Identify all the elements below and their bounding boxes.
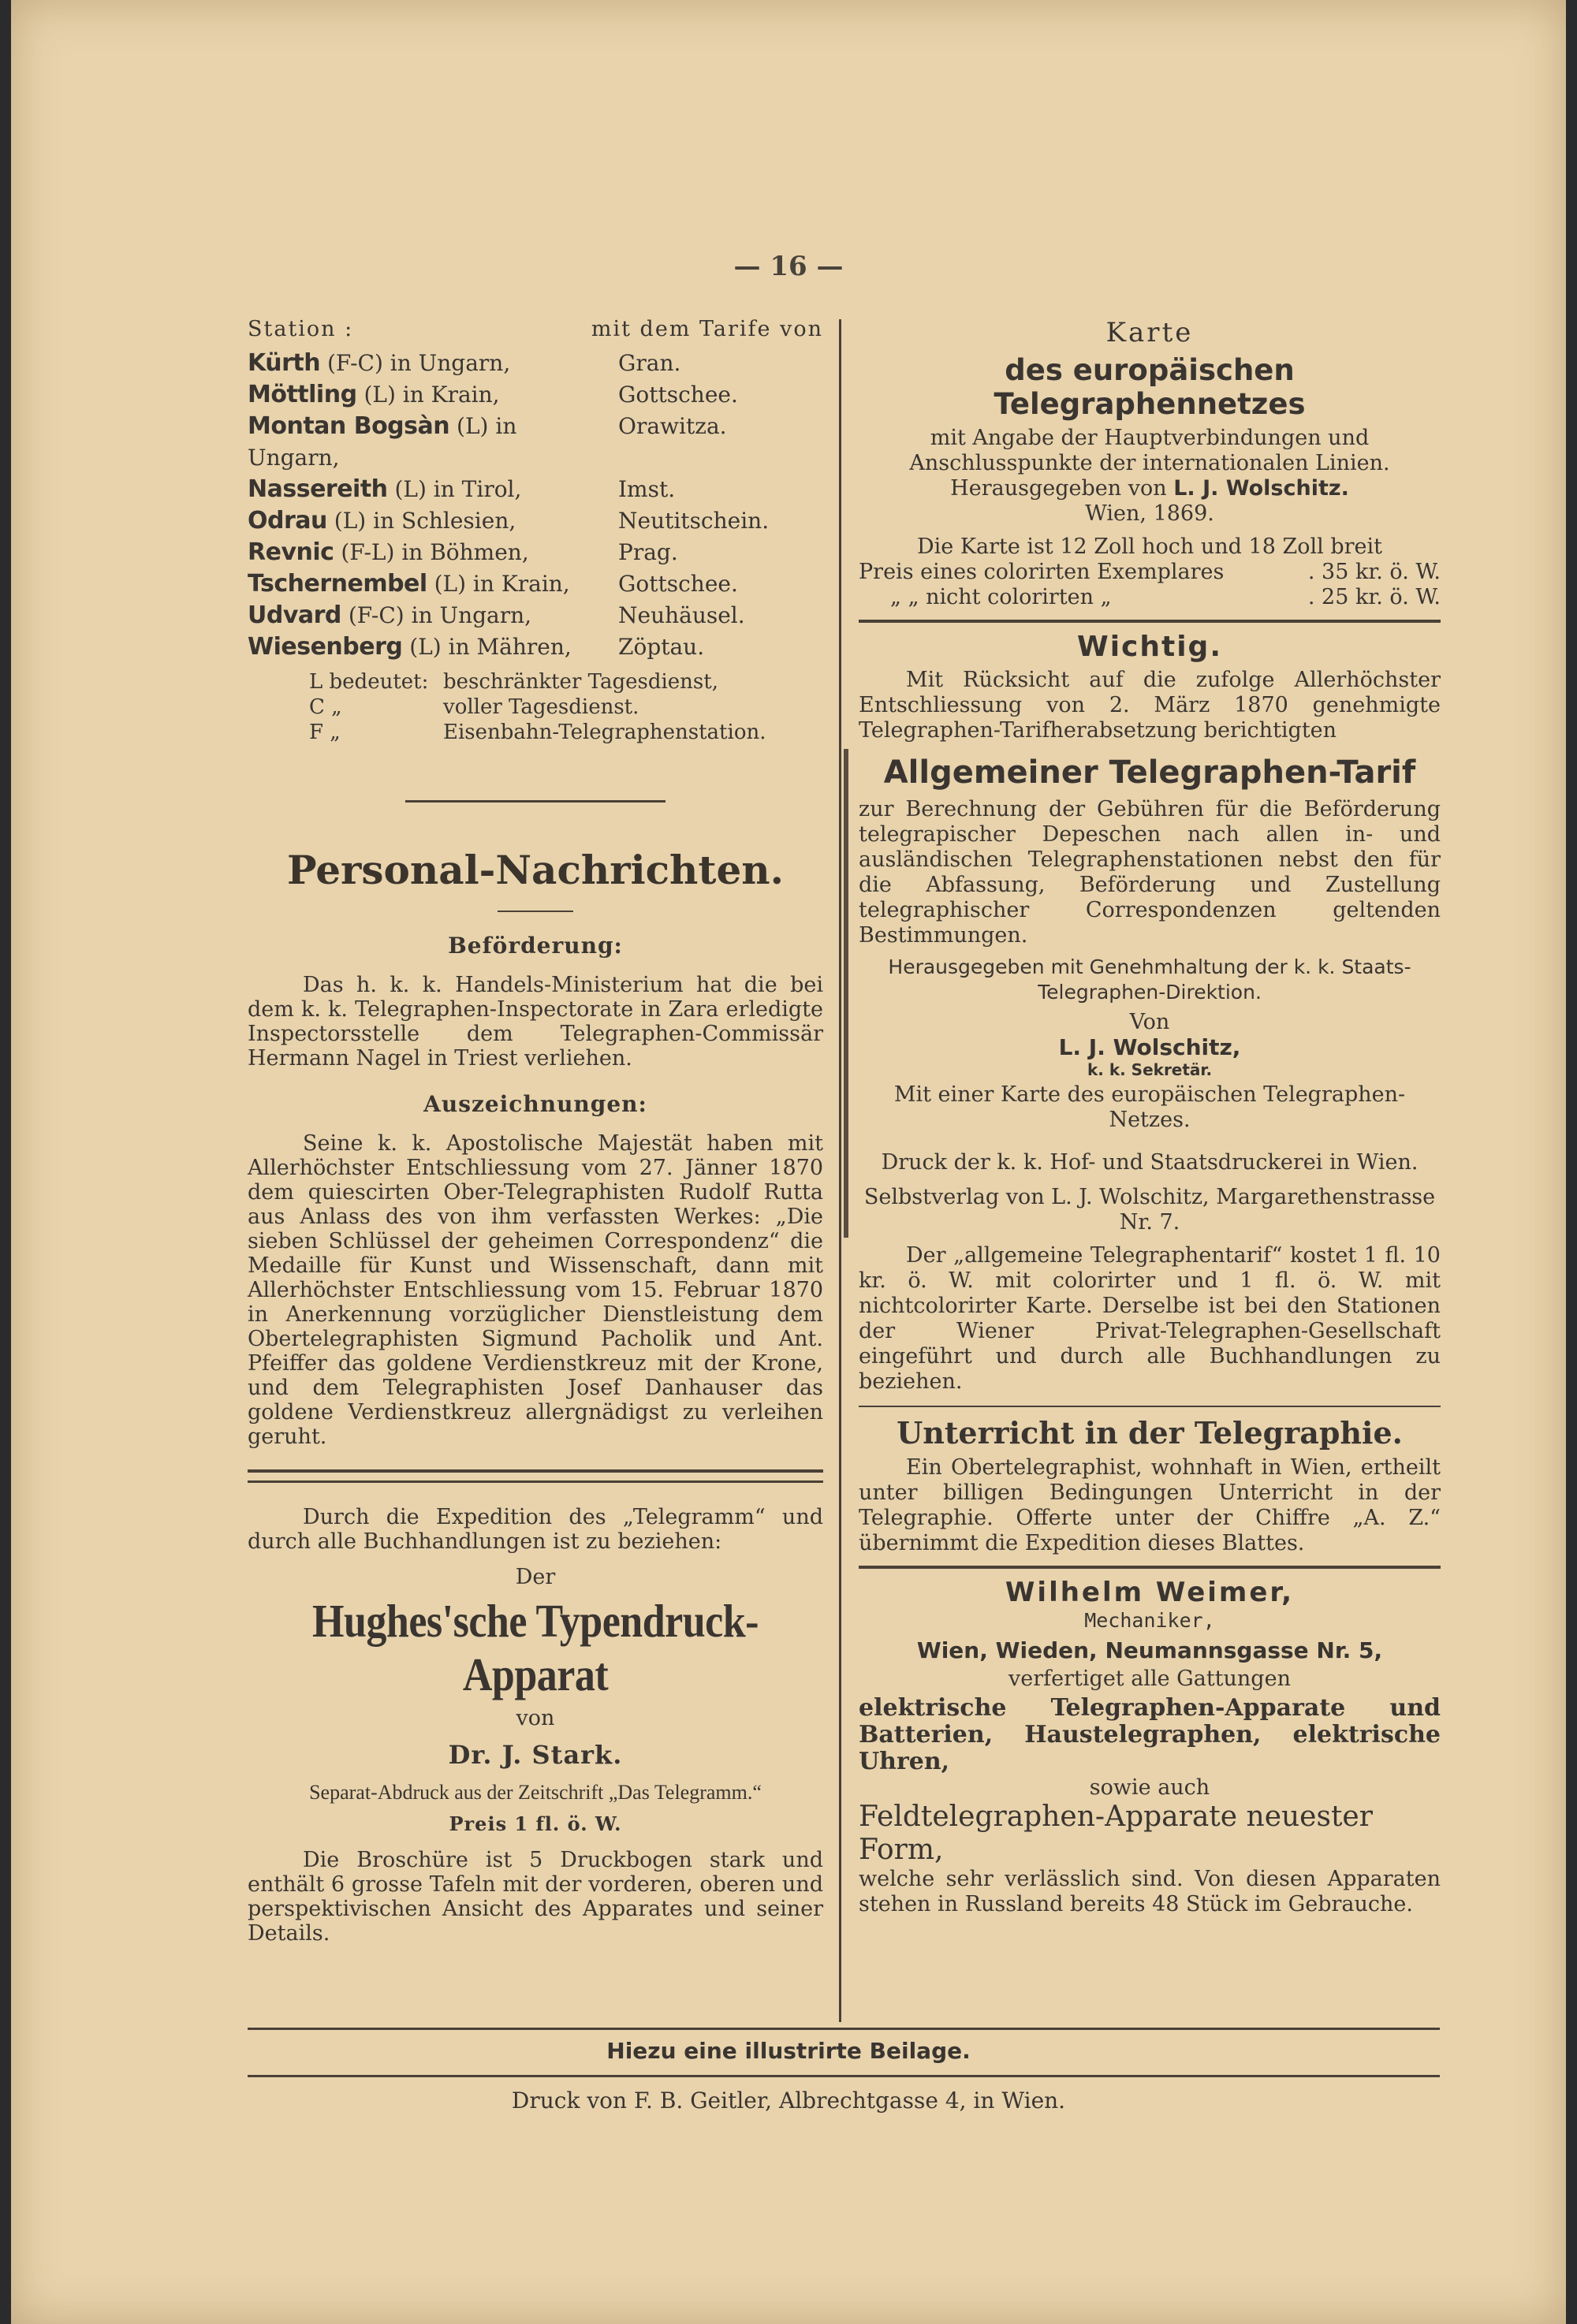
printer-footer: Druck von F. B. Geitler, Albrechtgasse 4, in Wien. — [511, 2088, 1066, 2114]
station-tariff: Zöptau. — [618, 634, 705, 660]
station-legend — [309, 669, 823, 745]
karte-size: Die Karte ist 12 Zoll hoch und 18 Zoll breit — [916, 534, 1382, 559]
wichtig-heading: Wichtig. — [1076, 631, 1222, 663]
station-list — [248, 348, 823, 663]
station-name: Odrau — [248, 507, 327, 534]
station-header — [248, 317, 823, 341]
station-row — [248, 505, 823, 537]
station-detail: (L) in Schlesien, — [334, 508, 516, 534]
separat-note: Separat-Abdruck aus der Zeitschrift „Das Telegramm.“ — [309, 1781, 762, 1804]
station-row — [248, 348, 823, 379]
publisher-name: L. J. Wolschitz. — [1173, 476, 1349, 501]
preis-label: Preis 1 fl. ö. W. — [449, 1812, 622, 1835]
station-tariff: Orawitza. — [618, 413, 727, 439]
genehmhaltung-text: Herausgegeben mit Genehmhaltung der k. k. Staats-Telegraphen-Direktion. — [888, 955, 1411, 1004]
wichtig-text: Mit Rücksicht auf die zufolge Allerhöchster Entschliessung von 2. März 1870 genehmigte Telegraphen-Tarifherabsetzung berichtigten — [859, 668, 1441, 743]
author-title: k. k. Sekretär. — [1087, 1060, 1213, 1079]
double-divider — [248, 1469, 823, 1483]
karte-description: mit Angabe der Hauptverbindungen und Anschlusspunkte der internationalen Linien. — [909, 426, 1390, 475]
station-row — [248, 631, 823, 663]
column-divider-heavy — [844, 749, 848, 1238]
footer-rule-bottom — [248, 2075, 1440, 2077]
befoerderung-text: Das h. k. k. Handels-Ministerium hat die bei dem k. k. Telegraphen-Inspectorate in Zara erledigte Inspectorsstelle dem Telegraphen-Commissär Hermann Nagel in Triest verliehen. — [248, 973, 823, 1071]
author-stark: Dr. J. Stark. — [448, 1740, 623, 1770]
price-row — [859, 560, 1441, 585]
hughes-title: Hughes'sche Typendruck-Apparat — [312, 1596, 759, 1701]
newspaper-page — [11, 0, 1566, 2324]
station-detail: (L) in Krain, — [434, 571, 570, 597]
station-name: Revnic — [248, 538, 334, 566]
legend-row — [309, 695, 823, 720]
right-column — [859, 317, 1441, 1917]
weimer-address: Wien, Wieden, Neumannsgasse Nr. 5, — [916, 1637, 1383, 1663]
price-label: Preis eines colorirten Exemplares — [859, 560, 1225, 584]
left-column — [248, 317, 823, 1946]
price-value: . 25 kr. ö. W. — [1307, 585, 1441, 609]
befoerderung-heading: Beförderung: — [448, 933, 623, 959]
station-name: Kürth — [248, 349, 321, 377]
von-label: von — [516, 1706, 555, 1730]
der-label: Der — [515, 1565, 556, 1589]
station-row — [248, 411, 823, 474]
legend-key: C „ — [309, 695, 342, 719]
station-detail: (F-L) in Böhmen, — [341, 539, 529, 565]
station-detail: (F-C) in Ungarn, — [326, 350, 511, 376]
legend-row — [309, 720, 823, 745]
station-tariff: Gottschee. — [618, 382, 738, 408]
verfertiget-text: verfertiget alle Gattungen — [1008, 1667, 1291, 1691]
elektrische-text: elektrische Telegraphen-Apparate und Batterien, Haustelegraphen, elektrische Uhren, — [859, 1694, 1441, 1775]
price-label: „ „ nicht colorirten „ — [890, 585, 1112, 609]
station-row — [248, 379, 823, 411]
auszeichnungen-text: Seine k. k. Apostolische Majestät haben mit Allerhöchster Entschliessung vom 27. Jänner 1870 dem quiescirten Ober-Telegraphisten Rudolf Rutta aus Anlass des von ihm verfassten Werkes: „Die sieben Schlüssel der geheimen Correspondenz“ die Medaille für Kunst und Wissenschaft, dann mit Allerhöchster Entschliessung vom 15. Februar 1870 in Anerkennung vorzüglicher Dienstleistung dem Obertelegraphisten Sigmund Pacholik und Ant. Pfeiffer das goldene Verdienstkreuz mit der Krone, und dem Telegraphisten Josef Danhauser das goldene Verdienstkreuz allergnädigst zu verleihen geruht. — [248, 1131, 823, 1449]
mit-karte-text: Mit einer Karte des europäischen Telegraphen-Netzes. — [893, 1082, 1406, 1132]
legend-value: beschränkter Tagesdienst, — [443, 670, 718, 694]
station-name: Wiesenberg — [248, 633, 403, 661]
price-row — [859, 585, 1441, 610]
station-header-label: Station : — [248, 317, 354, 341]
station-tariff: Imst. — [618, 476, 676, 502]
auszeichnungen-heading: Auszeichnungen: — [423, 1091, 647, 1117]
station-detail: (L) in Ungarn, — [248, 413, 517, 471]
verlaesslich-text: welche sehr verlässlich sind. Von diesen Apparaten stehen in Russland bereits 48 Stück im Gebrauche. — [859, 1867, 1441, 1916]
station-row — [248, 600, 823, 631]
footer-rule-top — [248, 2028, 1440, 2030]
personal-heading: Personal-Nachrichten. — [286, 847, 785, 893]
station-tariff: Neuhäusel. — [618, 602, 745, 628]
section-divider — [859, 1566, 1441, 1569]
legend-value: voller Tagesdienst. — [443, 695, 639, 719]
station-name: Tschernembel — [248, 570, 427, 598]
beilage-note: Hiezu eine illustrirte Beilage. — [606, 2038, 971, 2064]
station-tariff: Gran. — [618, 350, 681, 376]
station-tariff: Neutitschein. — [618, 508, 770, 534]
druck-text: Druck der k. k. Hof- und Staatsdruckerei in Wien. — [881, 1150, 1419, 1175]
selbstverlag-text: Selbstverlag von L. J. Wolschitz, Margarethenstrasse Nr. 7. — [863, 1185, 1436, 1235]
station-name: Nassereith — [248, 475, 388, 503]
section-divider — [859, 620, 1441, 623]
station-tariff: Gottschee. — [618, 571, 738, 597]
station-name: Montan Bogsàn — [248, 412, 450, 440]
karte-publisher — [859, 476, 1441, 501]
legend-value: Eisenbahn-Telegraphenstation. — [443, 721, 766, 744]
section-divider — [859, 1406, 1441, 1407]
station-tariff: Prag. — [618, 539, 678, 565]
karte-year: Wien, 1869. — [1085, 501, 1214, 526]
section-divider — [405, 800, 665, 803]
station-detail: (L) in Tirol, — [394, 476, 522, 502]
weimer-name: Wilhelm Weimer, — [1005, 1577, 1295, 1608]
feldtelegraphen-text: Feldtelegraphen-Apparate neuester Form, — [859, 1801, 1373, 1866]
legend-row — [309, 669, 823, 695]
page-number: — 16 — — [733, 251, 844, 282]
price-value: . 35 kr. ö. W. — [1307, 560, 1441, 584]
column-divider — [839, 319, 841, 2022]
karte-subtitle: des europäischen Telegraphennetzes — [994, 353, 1306, 421]
unterricht-heading: Unterricht in der Telegraphie. — [897, 1415, 1403, 1451]
tarif-text: zur Berechnung der Gebühren für die Beförderung telegrapischer Depeschen nach allen in- und ausländischen Telegraphenstationen nebst den für die Abfassung, Beförderung und Zustellung telegraphischer Correspondenzen geltenden Bestimmungen. — [859, 797, 1441, 948]
unterricht-text: Ein Obertelegraphist, wohnhaft in Wien, ertheilt unter billigen Bedingungen Unterricht in der Telegraphie. Offerte unter der Chiffre „A. Z.“ übernimmt die Expedition dieses Blattes. — [859, 1455, 1441, 1555]
von-label: Von — [1129, 1010, 1170, 1034]
heading-underline — [498, 911, 573, 912]
station-row — [248, 568, 823, 600]
tarif-title: Allgemeiner Telegraphen-Tarif — [883, 754, 1416, 791]
station-row — [248, 474, 823, 505]
herausgegeben-label: Herausgegeben von — [950, 476, 1167, 501]
station-detail: (F-C) in Ungarn, — [348, 602, 532, 628]
broschuere-text: Die Broschüre ist 5 Druckbogen stark und enthält 6 grosse Tafeln mit der vorderen, oberen und perspektivischen Ansicht des Apparates und seiner Details. — [248, 1848, 823, 1946]
station-detail: (L) in Krain, — [363, 382, 500, 408]
legend-key: L bedeutet: — [309, 670, 429, 694]
tarif-price-text: Der „allgemeine Telegraphentarif“ kostet 1 fl. 10 kr. ö. W. mit colorirter und 1 fl. ö. W. mit nichtcolorirter Karte. Derselbe ist bei den Stationen der Wiener Privat-Telegraphen-Gesellschaft eingeführt und durch alle Buchhandlungen zu beziehen. — [859, 1243, 1441, 1394]
station-name: Udvard — [248, 601, 341, 629]
station-row — [248, 537, 823, 568]
station-name: Möttling — [248, 381, 357, 408]
expedition-text: Durch die Expedition des „Telegramm“ und durch alle Buchhandlungen ist zu beziehen: — [248, 1505, 823, 1554]
author-wolschitz: L. J. Wolschitz, — [1058, 1034, 1241, 1060]
legend-key: F „ — [309, 721, 341, 744]
mechaniker-label: Mechaniker, — [1084, 1609, 1215, 1632]
sowie-text: sowie auch — [1089, 1775, 1210, 1800]
karte-title: Karte — [1105, 317, 1194, 348]
tariff-header-label: mit dem Tarife von — [591, 317, 823, 341]
station-detail: (L) in Mähren, — [409, 634, 572, 660]
